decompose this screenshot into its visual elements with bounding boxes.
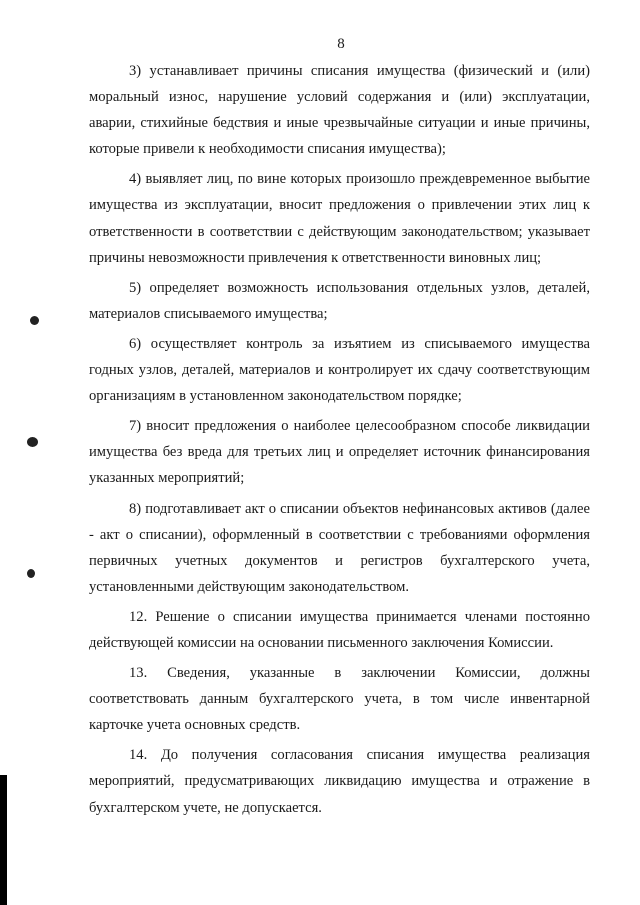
paragraph-item-7: 7) вносит предложения о наиболее целесообразном способе ликвидации имущества без вреда для третьих лиц и определяет источник финансирования указанных мероприятий; — [89, 418, 590, 487]
scan-mark-lower — [27, 569, 35, 578]
paragraph-clause-13: 13. Сведения, указанные в заключении Комиссии, должны соответствовать данным бухгалтерского учета, в том числе инвентарной карточке учета основных средств. — [89, 665, 590, 734]
paragraph-item-3: 3) устанавливает причины списания имущества (физический и (или) моральный износ, нарушение условий содержания и (или) эксплуатации, аварии, стихийные бедствия и иные чрезвычайные ситуации и иные причины, которые привели к необходимости списания имущества); — [89, 63, 590, 158]
page-number: 8 — [337, 36, 345, 52]
paragraph-item-8: 8) подготавливает акт о списании объектов нефинансовых активов (далее - акт о списании), оформленный в соответствии с требованиями оформления первичных учетных документов и регистров бухгалтерского учета, установленными действующим законодательством. — [89, 500, 590, 595]
document-body — [89, 58, 590, 821]
paragraph-item-5: 5) определяет возможность использования отдельных узлов, деталей, материалов списываемого имущества; — [89, 279, 590, 322]
paragraph-item-4: 4) выявляет лиц, по вине которых произошло преждевременное выбытие имущества из эксплуатации, вносит предложения о привлечении этих лиц к ответственности в соответствии с действующим законодательством; указывает причины невозможности привлечения к ответственности виновных лиц; — [89, 171, 590, 266]
paragraph-clause-12: 12. Решение о списании имущества принимается членами постоянно действующей комиссии на основании письменного заключения Комиссии. — [89, 608, 590, 651]
scan-mark-middle — [27, 437, 38, 447]
scan-mark-top — [30, 316, 39, 325]
paragraph-item-6: 6) осуществляет контроль за изъятием из списываемого имущества годных узлов, деталей, материалов и контролирует их сдачу соответствующим организациям в установленном законодательством порядке; — [89, 335, 590, 405]
scan-edge-bar — [0, 775, 7, 905]
paragraph-clause-14: 14. До получения согласования списания имущества реализация мероприятий, предусматривающих ликвидацию имущества и отражение в бухгалтерском учете, не допускается. — [89, 747, 590, 816]
